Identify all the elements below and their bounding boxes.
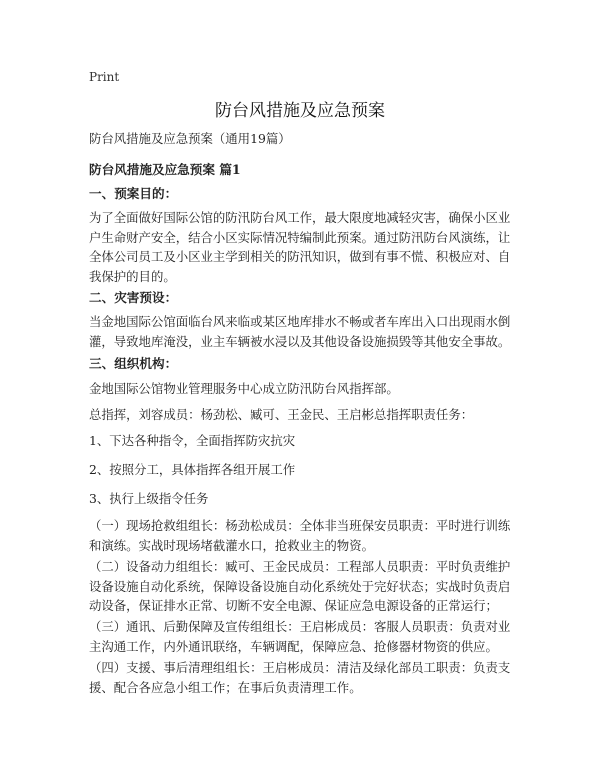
paragraph-group-communication: （三）通讯、后勤保障及宣传组组长：王启彬成员：客服人员职责：负责对业主沟通工作，内外通讯联络，车辆调配，保障应急、抢修器材物资的供应。 bbox=[89, 619, 511, 654]
paragraph-group-cleanup: （四）支援、事后清理组组长：王启彬成员：清洁及绿化部员工职责：负责支援、配合各应急小组工作；在事后负责清理工作。 bbox=[89, 660, 511, 695]
heading-organization: 三、组织机构： bbox=[89, 356, 178, 371]
list-item-2: 2、按照分工，具体指挥各组开展工作 bbox=[89, 462, 296, 477]
list-item-1: 1、下达各种指令，全面指挥防灾抗灾 bbox=[89, 433, 296, 448]
paragraph-commander: 总指挥，刘容成员：杨劲松、臧可、王金民、王启彬总指挥职责任务： bbox=[89, 407, 474, 422]
section-title: 防台风措施及应急预案 篇1 bbox=[89, 162, 241, 177]
list-item-3: 3、执行上级指令任务 bbox=[89, 491, 209, 506]
heading-purpose: 一、预案目的： bbox=[89, 186, 178, 201]
heading-disaster: 二、灾害预设： bbox=[89, 290, 178, 305]
paragraph-purpose: 为了全面做好国际公馆的防汛防台风工作，最大限度地减轻灾害，确保小区业户生命财产安全，结合小区实际情况特编制此预案。通过防汛防台风演练，让全体公司员工及小区业主学到相关的防汛知识，做到有事不慌、积极应对、自我保护的目的。 bbox=[89, 210, 511, 284]
print-link[interactable]: Print bbox=[89, 70, 120, 84]
document-title: 防台风措施及应急预案 bbox=[215, 101, 385, 121]
paragraph-hq: 金地国际公馆物业管理服务中心成立防汛防台风指挥部。 bbox=[89, 381, 399, 396]
paragraph-group-rescue: （一）现场抢救组组长：杨劲松成员：全体非当班保安员职责：平时进行训练和演练。实战时现场堵截灌水口，抢救业主的物资。 bbox=[89, 518, 511, 553]
paragraph-disaster: 当金地国际公馆面临台风来临或某区地库排水不畅或者车库出入口出现雨水倒灌，导致地库淹没，业主车辆被水浸以及其他设备设施损毁等其他安全事故。 bbox=[89, 314, 511, 349]
document-subtitle: 防台风措施及应急预案（通用19篇） bbox=[89, 131, 291, 146]
paragraph-group-equipment: （二）设备动力组组长：臧可、王金民成员：工程部人员职责：平时负责维护设备设施自动化系统，保障设备设施自动化系统处于完好状态；实战时负责启动设备，保证排水正常、切断不安全电源、保证应急电源设备的正常运行； bbox=[89, 559, 511, 613]
